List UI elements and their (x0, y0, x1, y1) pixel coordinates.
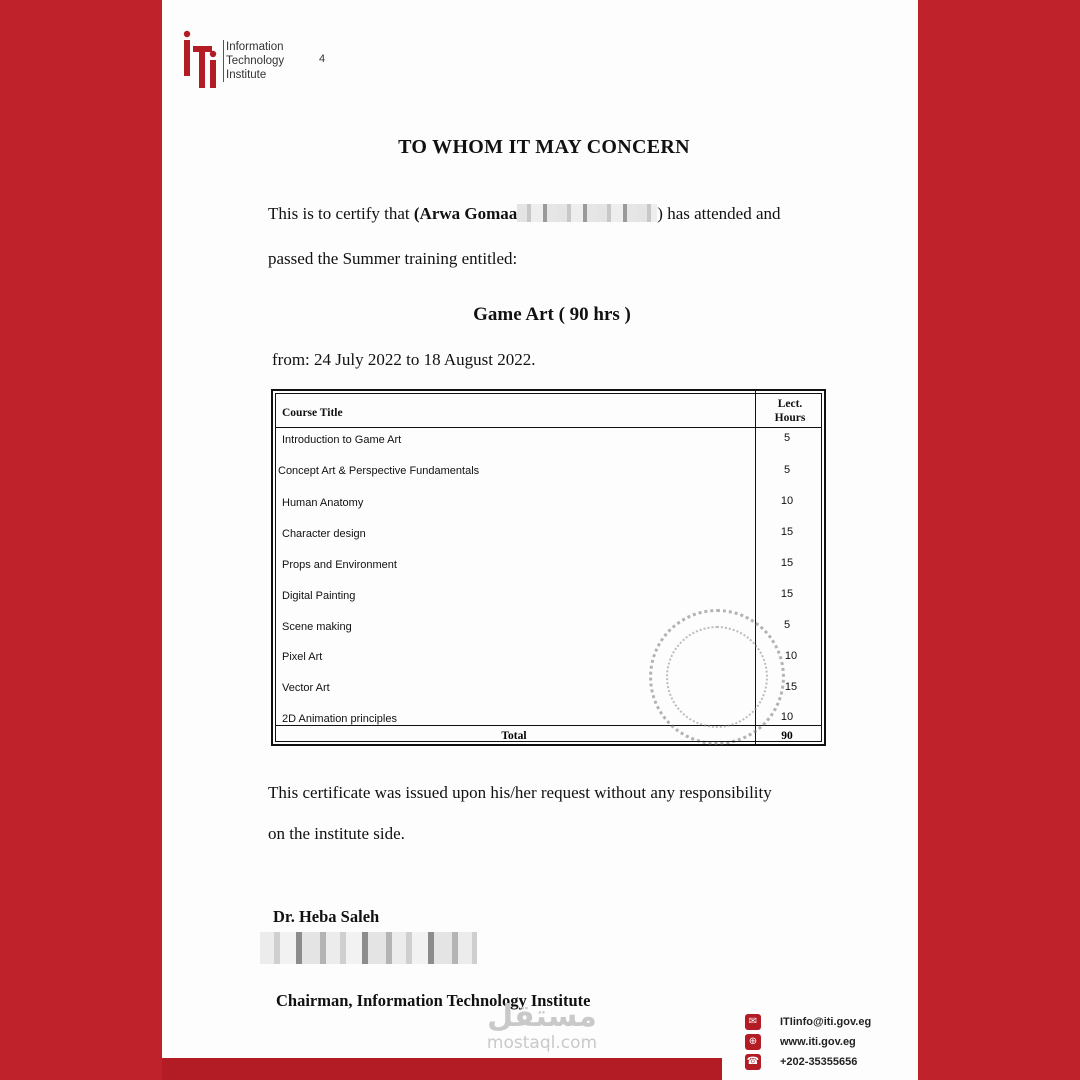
table-row-name: Props and Environment (282, 559, 397, 571)
watermark-latin: mostaql.com (486, 1033, 598, 1053)
table-row-hours: 5 (783, 432, 791, 444)
globe-icon: ⊕ (745, 1034, 761, 1050)
recipient-name: (Arwa Gomaa (413, 204, 518, 223)
watermark (472, 1000, 612, 1052)
table-row-name: Concept Art & Perspective Fundamentals (278, 465, 480, 477)
contact-email-text: ITIinfo@iti.gov.eg (780, 1016, 872, 1028)
header-rule (276, 427, 821, 428)
redacted-signature (260, 932, 477, 964)
column-header-course-title: Course Title (282, 407, 343, 419)
certify-line-2: passed the Summer training entitled: (268, 249, 518, 268)
certify-prefix: This is to certify that (268, 204, 414, 223)
contact-phone (745, 1053, 857, 1071)
table-row-name: Human Anatomy (282, 497, 364, 509)
table-row-name: 2D Animation principles (282, 713, 397, 725)
training-dates: from: 24 July 2022 to 18 August 2022. (272, 350, 536, 369)
total-label: Total (501, 730, 527, 742)
signer-name: Dr. Heba Saleh (273, 907, 380, 926)
table-row-hours: 15 (784, 681, 798, 693)
signer-title: Chairman, Information Technology Institute (276, 991, 591, 1010)
certify-suffix: ) has attended and (657, 204, 781, 223)
contact-website-text: www.iti.gov.eg (780, 1036, 856, 1048)
table-row-name: Character design (282, 528, 366, 540)
table-row-hours: 5 (783, 464, 791, 476)
total-value: 90 (781, 730, 793, 742)
official-stamp (649, 609, 785, 745)
disclaimer-line-2: on the institute side. (268, 824, 405, 843)
table-row-name: Pixel Art (282, 651, 323, 663)
email-icon: ✉ (745, 1014, 761, 1030)
table-row-name: Vector Art (282, 682, 330, 694)
table-row-hours: 10 (784, 650, 798, 662)
disclaimer-line-1: This certificate was issued upon his/her request without any responsibility (268, 783, 772, 802)
table-row-name: Digital Painting (282, 590, 356, 602)
logo-line: Institute (226, 69, 267, 81)
hours-header-line: Lect. (777, 398, 803, 410)
course-table (271, 389, 826, 746)
redacted-name (517, 204, 657, 222)
table-row-hours: 10 (780, 495, 794, 507)
table-row-hours: 15 (780, 588, 794, 600)
logo-line: Information (226, 41, 284, 53)
table-row-hours: 10 (780, 711, 794, 723)
watermark-arabic: مستقل (487, 999, 597, 1034)
table-row-name: Scene making (282, 621, 352, 633)
column-header-hours (759, 397, 821, 425)
table-row-hours: 15 (780, 526, 794, 538)
page-number: 4 (319, 53, 326, 65)
table-row-hours: 15 (780, 557, 794, 569)
logo-line: Technology (226, 55, 285, 67)
contact-website (745, 1033, 856, 1051)
iti-logo-mark (182, 30, 222, 90)
table-row-hours: 5 (783, 619, 791, 631)
table-row-name: Introduction to Game Art (282, 434, 402, 446)
hours-header-line: Hours (774, 412, 806, 424)
certify-line (268, 204, 781, 224)
contact-email (745, 1013, 871, 1031)
certificate-page (162, 0, 918, 1080)
training-title: Game Art ( 90 hrs ) (473, 304, 631, 325)
logo-wordmark (223, 40, 284, 82)
document-heading: TO WHOM IT MAY CONCERN (398, 136, 690, 158)
footer-band (162, 1058, 722, 1080)
phone-icon: ☎ (745, 1054, 761, 1070)
contact-phone-text: +202-35355656 (780, 1056, 858, 1068)
